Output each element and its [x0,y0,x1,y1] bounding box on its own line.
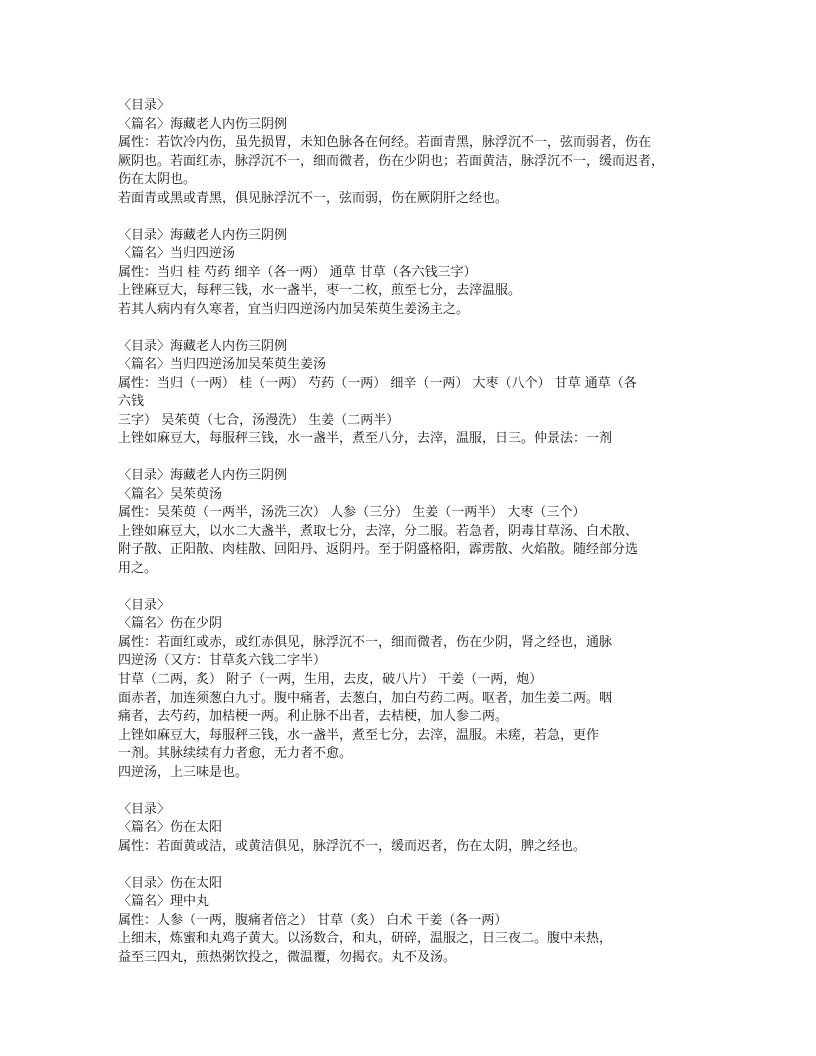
text-line: 面赤者，加连须葱白九寸。腹中痛者，去葱白，加白芍药二两。呕者，加生姜二两。咽 [118,690,613,706]
document-page [118,97,718,986]
catalog-line: 〈目录〉伤在太阳 [118,875,223,891]
text-line: 若其人病内有久寒者，宜当归四逆汤内加吴茱萸生姜汤主之。 [118,301,470,317]
text-line: 属性：若面红或赤，或红赤俱见，脉浮沉不一，细而微者，伤在少阴，肾之经也，通脉 [118,634,613,650]
text-line: 伤在太阴也。 [118,172,197,188]
text-line: 四逆汤（又方：甘草炙六钱二字半） [118,653,327,669]
title-line: 〈篇名〉当归四逆汤 [118,246,236,262]
title-line: 〈篇名〉吴茱萸汤 [118,486,223,502]
text-line: 用之。 [118,560,158,576]
text-line: 上细末，炼蜜和丸鸡子黄大。以汤数合，和丸，研碎，温服之，日三夜二。腹中未热， [118,931,613,947]
text-line: 四逆汤，上三味是也。 [118,764,249,780]
text-line: 一剂。其脉续续有力者愈，无力者不愈。 [118,746,353,762]
text-line: 属性：当归（一两） 桂（一两） 芍药（一两） 细辛（一两） 大枣（八个） 甘草 通草（各 [118,375,637,391]
text-line: 属性：当归 桂 芍药 细辛（各一两） 通草 甘草（各六钱三字） [118,264,477,280]
catalog-line: 〈目录〉海藏老人内伤三阴例 [118,227,288,243]
text-line: 六钱 [118,394,145,410]
text-line: 上锉麻豆大，每秤三钱，水一盏半，枣一二枚，煎至七分，去滓温服。 [118,283,522,299]
catalog-line: 〈目录〉海藏老人内伤三阴例 [118,338,288,354]
catalog-line: 〈目录〉 [118,597,171,613]
text-line: 属性：若饮冷内伤，虽先损胃，未知色脉各在何经。若面青黑，脉浮沉不一，弦而弱者，伤在 [118,135,652,151]
entry-section [118,801,718,857]
text-line: 属性：若面黄或洁，或黄洁俱见，脉浮沉不一，缓而迟者，伤在太阴，脾之经也。 [118,838,587,854]
text-line: 厥阴也。若面红赤，脉浮沉不一，细而微者，伤在少阴也；若面黄洁，脉浮沉不一，缓而迟者， [118,153,665,169]
text-line: 属性：吴茱萸（一两半，汤洗三次） 人参（三分） 生姜（一两半） 大枣（三个） [118,505,586,521]
text-line: 附子散、正阳散、肉桂散、回阳丹、返阴丹。至于阴盛格阳，霹雳散、火焰散。随经部分选 [118,542,639,558]
entry-section [118,875,718,968]
text-line: 上锉如麻豆大，每服秤三钱，水一盏半，煮至七分，去滓，温服。未瘥，若急，更作 [118,727,600,743]
entry-section [118,597,718,782]
title-line: 〈篇名〉当归四逆汤加吴茱萸生姜汤 [118,357,327,373]
catalog-line: 〈目录〉海藏老人内伤三阴例 [118,468,288,484]
text-line: 甘草（二两，炙） 附子（一两，生用，去皮，破八片） 干姜（一两，炮） [118,671,543,687]
entry-section [118,338,718,449]
text-line: 益至三四丸，煎热粥饮投之，微温覆，勿揭衣。丸不及汤。 [118,949,457,965]
text-line: 上锉如麻豆大，每服秤三钱，水一盏半，煮至八分，去滓，温服，日三。仲景法：一剂 [118,431,613,447]
title-line: 〈篇名〉海藏老人内伤三阴例 [118,116,288,132]
catalog-line: 〈目录〉 [118,98,171,113]
title-line: 〈篇名〉理中丸 [118,894,210,910]
catalog-line: 〈目录〉 [118,801,171,817]
text-line: 若面青或黑或青黑，俱见脉浮沉不一，弦而弱，伤在厥阴肝之经也。 [118,190,509,206]
text-line: 三字） 吴茱萸（七合，汤漫洗） 生姜（二两半） [118,412,400,428]
entry-section [118,467,718,578]
title-line: 〈篇名〉伤在太阳 [118,820,223,836]
text-line: 痛者，去芍药，加桔梗一两。利止脉不出者，去桔梗，加人参二两。 [118,709,509,725]
text-line: 属性：人参（一两，腹痛者倍之） 甘草（炙） 白术 干姜（各一两） [118,912,508,928]
title-line: 〈篇名〉伤在少阴 [118,616,223,632]
entry-section [118,227,718,320]
entry-section [118,97,718,208]
text-line: 上锉如麻豆大，以水二大盏半，煮取七分，去滓，分二服。若急者，阴毒甘草汤、白术散、 [118,523,639,539]
